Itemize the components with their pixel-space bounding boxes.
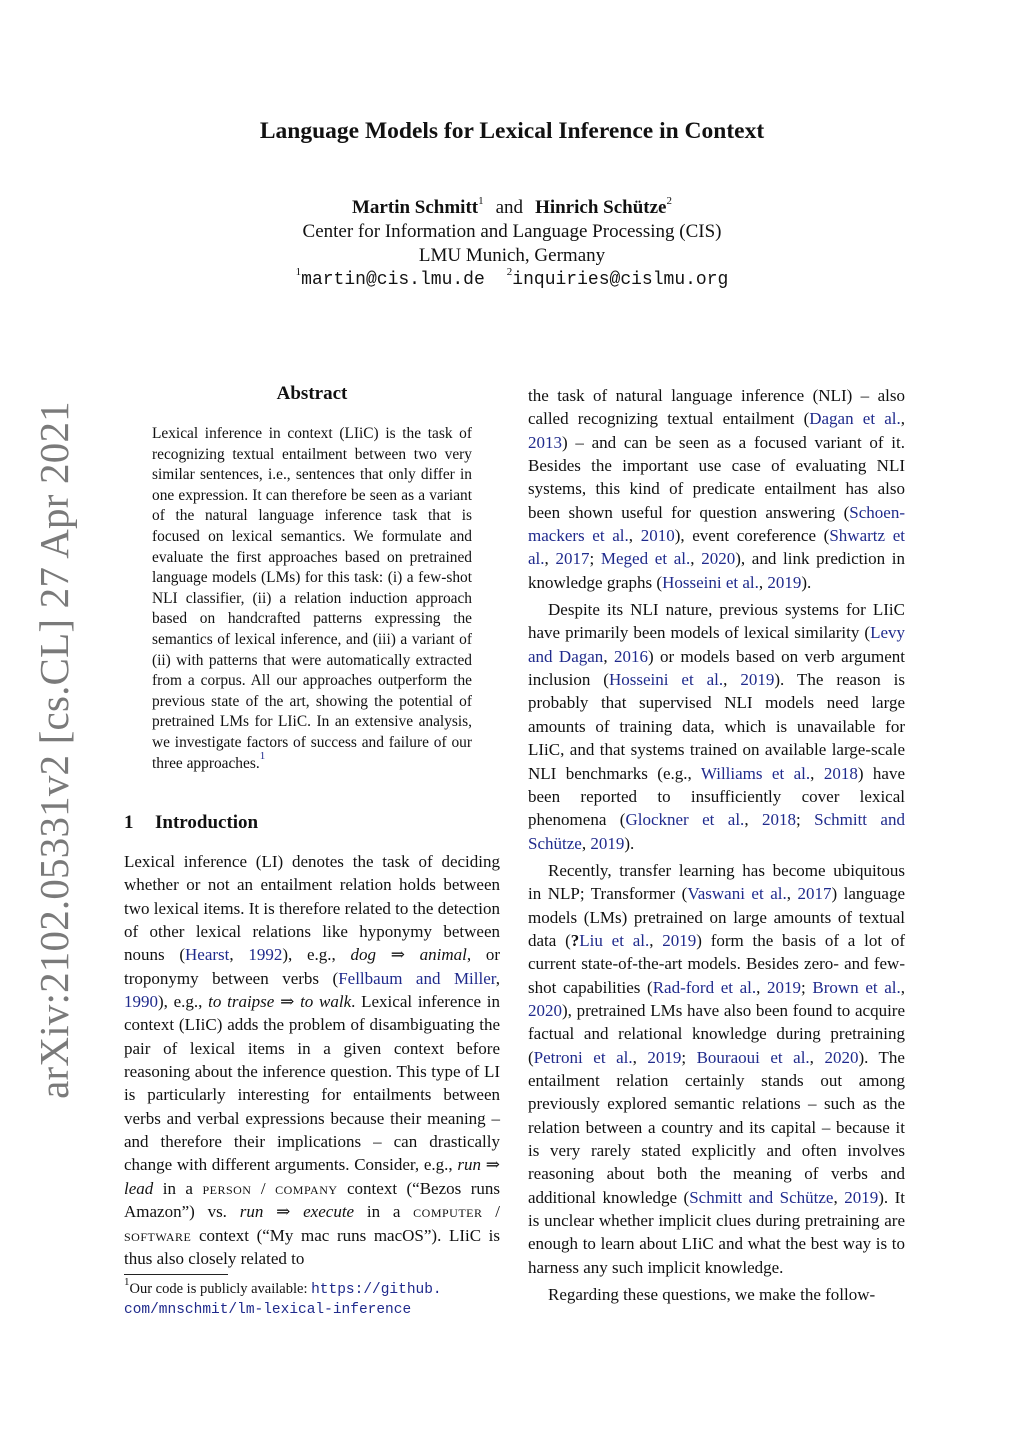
citation-hosseini-2[interactable]: Hosseini et al. xyxy=(608,670,724,690)
author-2-mark: 2 xyxy=(666,194,672,207)
section-title: Introduction xyxy=(155,812,259,833)
citation-schmitt-1[interactable]: Schmitt and Schütze xyxy=(528,810,905,853)
email-1[interactable]: martin@cis.lmu.de xyxy=(301,270,485,290)
paper-title: Language Models for Lexical Inference in Context xyxy=(259,118,765,144)
citation-shwartz-year[interactable]: 2017 xyxy=(555,549,590,569)
abstract-body xyxy=(152,424,472,774)
footnote xyxy=(124,1276,504,1319)
right-column xyxy=(528,384,905,1306)
citation-fellbaum-year[interactable]: 1990 xyxy=(124,992,158,1012)
citation-petroni[interactable]: Petroni et al. xyxy=(533,1047,633,1067)
right-paragraph-2: Despite its NLI nature, previous systems for LIiC have primarily been models of lexical similarity (Levy and Dagan, 2016) or models based on verb argument inclusion (Hosseini et al., 2019). The reason is probably that supervised NLI models need large amounts of training data, which is unavailable for LIiC, and that systems trained on available large-scale NLI benchmarks (e.g., Williams et al., 2018) have been reported to insufficiently cover lexical phenomena (Glockner et al., 2018; Schmitt and Schütze, 2019). xyxy=(528,600,906,853)
citation-schmitt-1-year[interactable]: 2019 xyxy=(590,833,625,853)
right-paragraph-4: Regarding these questions, we make the follow- xyxy=(548,1285,876,1305)
citation-bouraoui-year[interactable]: 2020 xyxy=(824,1047,859,1067)
citation-hearst-year[interactable]: 1992 xyxy=(248,945,283,965)
citation-levy-year[interactable]: 2016 xyxy=(613,646,648,666)
footnote-url-part2[interactable]: com/mnschmit/lm-lexical-inference xyxy=(124,1301,412,1318)
citation-hosseini-2-year[interactable]: 2019 xyxy=(740,670,775,690)
citation-meged[interactable]: Meged et al. xyxy=(600,549,691,569)
citation-williams[interactable]: Williams et al. xyxy=(700,763,811,783)
citation-levy[interactable]: Levy and Dagan xyxy=(528,623,905,666)
citation-liu[interactable]: Liu et al. xyxy=(579,930,650,950)
citation-dagan[interactable]: Dagan et al. xyxy=(809,409,901,429)
email-2[interactable]: inquiries@cislmu.org xyxy=(512,270,729,290)
citation-glockner[interactable]: Glockner et al. xyxy=(625,810,745,830)
citation-schmitt-2-year[interactable]: 2019 xyxy=(844,1187,879,1207)
citation-fellbaum[interactable]: Fellbaum and Miller xyxy=(338,968,496,988)
author-2-name: Hinrich Schütze xyxy=(535,197,667,218)
citation-glockner-year[interactable]: 2018 xyxy=(761,810,796,830)
citation-schoenmackers-cont[interactable]: mackers et al. xyxy=(528,526,629,546)
right-paragraph-1: the task of natural language inference (NLI) – also called recognizing textual entailment (Dagan et al., 2013) – and can be seen as a focused variant of it. Besides the important use case of evaluating NLI systems, this kind of predicate entailment has also been shown useful for question answering (Schoen-mackers et al., 2010), event coreference (Shwartz et al., 2017; Meged et al., 2020), and link prediction in knowledge graphs (Hosseini et al., 2019). xyxy=(528,386,906,592)
email-2-mark: 2 xyxy=(506,266,513,278)
section-number: 1 xyxy=(124,812,134,833)
citation-meged-year[interactable]: 2020 xyxy=(701,549,736,569)
citation-radford[interactable]: Rad- xyxy=(652,977,686,997)
citation-radford-year[interactable]: 2019 xyxy=(767,977,802,997)
arxiv-stamp xyxy=(18,401,90,1099)
citation-hosseini-1[interactable]: Hosseini et al. xyxy=(662,572,759,592)
citation-schoenmackers-year[interactable]: 2010 xyxy=(640,526,675,546)
abstract-footnote-mark[interactable]: 1 xyxy=(259,750,266,763)
section-heading xyxy=(124,812,258,834)
arxiv-identifier: arXiv:2102.05331v2 [cs.CL] 27 Apr 2021 xyxy=(31,401,77,1099)
citation-liu-year[interactable]: 2019 xyxy=(662,930,697,950)
citation-brown-year[interactable]: 2020 xyxy=(528,1000,562,1020)
citation-dagan-year[interactable]: 2013 xyxy=(528,432,562,452)
citation-unresolved: ? xyxy=(570,930,580,950)
citation-vaswani[interactable]: Vaswani et al. xyxy=(687,884,787,904)
citation-shwartz[interactable]: Shwartz et al. xyxy=(528,526,905,569)
footnote-divider xyxy=(124,1274,228,1275)
citation-schoenmackers[interactable]: Schoen- xyxy=(849,502,905,522)
abstract-heading: Abstract xyxy=(276,383,348,404)
author-block xyxy=(0,196,1024,268)
citation-schmitt-2[interactable]: Schmitt and Schütze xyxy=(689,1187,834,1207)
abstract-text: Lexical inference in context (LIiC) is the task of recognizing textual entailment between two very similar sentences, i.e., sentences that only differ in one expression. It can therefore be seen as a variant of the natural language inference task that is focused on lexical semantics. We formulate and evaluate the first approaches based on pretrained language models (LMs) for this task: (i) a few-shot NLI classifier, (ii) a relation induction approach based on handcrafted patterns expressing the semantics of lexical inference, and (iii) a variant of (ii) with patterns that were automatically extracted from a corpus. All our approaches outperform the previous state of the art, showing the potential of pretrained LMs for LIiC. In an extensive analysis, we investigate factors of success and failure of our three approaches. xyxy=(152,425,472,772)
citation-hearst[interactable]: Hearst xyxy=(185,945,230,965)
email-line xyxy=(0,268,1024,290)
author-1-mark: 1 xyxy=(478,194,484,207)
citation-brown[interactable]: Brown et al. xyxy=(812,977,901,997)
citation-hosseini-1-year[interactable]: 2019 xyxy=(767,572,802,592)
author-and: and xyxy=(495,197,524,218)
email-1-mark: 1 xyxy=(295,266,302,278)
location: LMU Munich, Germany xyxy=(418,245,606,266)
citation-vaswani-year[interactable]: 2017 xyxy=(797,884,832,904)
right-paragraph-3: Recently, transfer learning has become ubiquitous in NLP; Transformer (Vaswani et al., 2017) language models (LMs) pretrained on large amounts of textual data (?Liu et al., 2019) form the basis of a lot of current state-of-the-art models. Besides zero- and few-shot capabilities (Rad-ford et al., 2019; Brown et al., 2020), pretrained LMs have also been found to acquire factual and relational knowledge during pretraining (Petroni et al., 2019; Bouraoui et al., 2020). The entailment relation certainly stands out among previously explored semantic relations – such as the relation between a country and its capital – because it is very rarely stated explicitly and often involves reasoning about both the meaning of verbs and additional knowledge (Schmitt and Schütze, 2019). It is unclear whether implicit clues during pretraining are enough to learn about LIiC and what the best way is to harness any such implicit knowledge. xyxy=(528,860,906,1277)
citation-radford-cont[interactable]: ford et al. xyxy=(685,977,757,997)
citation-williams-year[interactable]: 2018 xyxy=(823,763,858,783)
footnote-mark: 1 xyxy=(124,1276,130,1289)
footnote-url-part1[interactable]: https://github. xyxy=(311,1282,442,1298)
footnote-text: Our code is publicly available: xyxy=(129,1281,312,1297)
citation-petroni-year[interactable]: 2019 xyxy=(647,1047,682,1067)
left-column xyxy=(124,850,500,1270)
citation-bouraoui[interactable]: Bouraoui et al. xyxy=(696,1047,810,1067)
author-1-name: Martin Schmitt xyxy=(352,197,479,218)
intro-paragraph-1: Lexical inference (LI) denotes the task of deciding whether or not an entailment relation holds between two lexical items. It is therefore related to the detection of other lexical relations like hyponymy between nouns (Hearst, 1992), e.g., dog ⇒ animal, or troponymy between verbs (Fellbaum and Miller, 1990), e.g., to traipse ⇒ to walk. Lexical inference in context (LIiC) adds the problem of disambiguating the pair of lexical items in a given context before reasoning about the inference question. This type of LI is particularly interesting for entailments between verbs and verbal expressions because their meaning – and therefore their implications – can drastically change with different arguments. Consider, e.g., run ⇒ lead in a person / company context (“Bezos runs Amazon”) vs. run ⇒ execute in a computer / software context (“My mac runs macOS”). LIiC is thus also closely related to xyxy=(124,852,501,1268)
affiliation: Center for Information and Language Processing (CIS) xyxy=(302,221,722,242)
